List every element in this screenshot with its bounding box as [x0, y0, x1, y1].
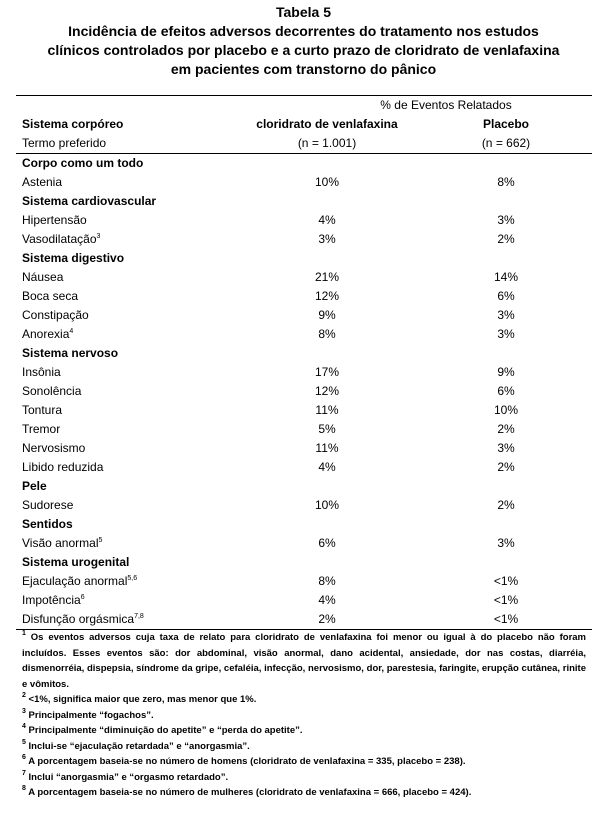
footnote: [16, 754, 592, 770]
placebo-percent: 14%: [493, 270, 519, 284]
placebo-percent: 10%: [493, 403, 519, 417]
drug-percent: 10%: [314, 175, 340, 189]
row-label-text: Hipertensão: [22, 213, 87, 227]
table-row: [16, 211, 592, 230]
row-label-text: Disfunção orgásmica: [22, 612, 135, 626]
term-label: [22, 365, 61, 379]
footnote-text: Inclui “anorgasmia” e “orgasmo retardado”.: [25, 771, 229, 783]
header-row: [16, 115, 592, 134]
table-row: [16, 325, 592, 344]
row-label-text: Sudorese: [22, 498, 74, 512]
row-label-text: Anorexia: [22, 327, 70, 341]
table-row: [16, 439, 592, 458]
table-row: [16, 591, 592, 610]
table-row: [16, 572, 592, 591]
footnote-text: Inclui-se “ejaculação retardada” e “anorgasmia”.: [25, 740, 250, 752]
row-label-text: Visão anormal: [22, 536, 99, 550]
section-row: [16, 477, 592, 496]
row-label-text: Sonolência: [22, 384, 82, 398]
term-label: [22, 308, 89, 322]
footnote: [16, 708, 592, 724]
placebo-percent: 3%: [497, 308, 515, 322]
row-label-text: Sistema digestivo: [22, 251, 125, 265]
footnote-ref: 4: [69, 328, 74, 335]
placebo-percent: 6%: [497, 289, 515, 303]
table-caption-line-2: clínicos controlados por placebo e a curto prazo de cloridrato de venlafaxina: [47, 42, 560, 58]
placebo-percent: 2%: [497, 498, 515, 512]
table-row: [16, 401, 592, 420]
footnote-text: Principalmente “fogachos”.: [25, 709, 154, 721]
footnote-text: Os eventos adversos cuja taxa de relato para cloridrato de venlafaxina foi menor ou igual à do placebo não foram incluídos. Esses eventos são: dor abdominal, visão anormal, dano acidental, ansiedade, dor nas costas, diarréia, dismenorréia, dispepsia, síndrome da gripe, cefaléia, infecção, nervosismo, dor, parestesia, faringite, erupção cutânea, rinite e vômitos.: [22, 632, 586, 690]
adverse-events-table: [16, 95, 592, 630]
row-label-text: Impotência: [22, 593, 81, 607]
footnote-text: <1%, significa maior que zero, mas menor que 1%.: [25, 694, 257, 705]
term-label: [22, 213, 87, 227]
footnote-number: 4: [22, 723, 26, 730]
row-label-text: Sentidos: [22, 517, 73, 531]
row-label-text: Ejaculação anormal: [22, 574, 128, 588]
header-col-system: Sistema corpóreo: [22, 117, 124, 131]
footnote-number: 5: [22, 738, 26, 746]
placebo-percent: 2%: [497, 460, 515, 474]
term-label: [22, 593, 85, 607]
footnote-number: 1: [22, 630, 26, 637]
footnote: [16, 723, 592, 739]
term-label: [22, 289, 78, 303]
section-row: [16, 515, 592, 534]
table-row: [16, 363, 592, 382]
section-label: [22, 346, 118, 360]
row-label-text: Sistema cardiovascular: [22, 194, 157, 208]
footnotes: [16, 630, 592, 801]
section-label: [22, 479, 47, 493]
drug-percent: 8%: [318, 574, 336, 588]
placebo-percent: 2%: [497, 422, 515, 436]
section-label: [22, 517, 73, 531]
row-label-text: Tremor: [22, 422, 61, 436]
drug-percent: 11%: [315, 403, 339, 417]
drug-percent: 3%: [318, 232, 336, 246]
placebo-percent: 6%: [497, 384, 515, 398]
term-label: [22, 498, 73, 512]
drug-percent: 12%: [314, 289, 340, 303]
section-label: [22, 555, 129, 569]
placebo-percent: 3%: [497, 213, 515, 227]
drug-percent: 8%: [318, 327, 336, 341]
drug-percent: 4%: [318, 213, 336, 227]
row-label-text: Sistema urogenital: [22, 555, 130, 569]
table-row: [16, 382, 592, 401]
table-row: [16, 230, 592, 249]
drug-percent: 17%: [314, 365, 340, 379]
table-number: Tabela 5: [276, 4, 331, 20]
section-label: [22, 156, 143, 170]
table-body: [16, 154, 592, 629]
drug-percent: 10%: [314, 498, 340, 512]
placebo-percent: 3%: [497, 536, 515, 550]
table-row: [16, 496, 592, 515]
placebo-percent: 2%: [497, 232, 515, 246]
footnote-text: Principalmente “diminuição do apetite” e “perda do apetite”.: [25, 725, 303, 736]
header-sub-term: Termo preferido: [22, 136, 107, 150]
section-row: [16, 553, 592, 572]
row-label-text: Sistema nervoso: [22, 346, 119, 360]
header-col-drug: cloridrato de venlafaxina: [256, 117, 398, 131]
drug-percent: 4%: [318, 460, 336, 474]
header-sub-row: [16, 134, 592, 153]
row-label-text: Náusea: [22, 270, 64, 284]
footnote: [16, 785, 592, 801]
drug-percent: 21%: [314, 270, 340, 284]
table-row: [16, 534, 592, 553]
row-label-text: Constipação: [22, 308, 89, 322]
drug-percent: 12%: [314, 384, 340, 398]
placebo-percent: 9%: [497, 365, 515, 379]
section-label: [22, 194, 156, 208]
footnote: [16, 630, 592, 692]
row-label-text: Astenia: [22, 175, 63, 189]
footnote-number: 2: [22, 692, 26, 699]
term-label: [22, 574, 137, 588]
table-row: [16, 610, 592, 629]
term-label: [22, 175, 62, 189]
section-row: [16, 154, 592, 173]
row-label-text: Nervosismo: [22, 441, 86, 455]
table-row: [16, 173, 592, 192]
table-row: [16, 287, 592, 306]
term-label: [22, 232, 100, 246]
table-caption-line-3: em pacientes com transtorno do pânico: [170, 61, 437, 77]
term-label: [22, 327, 73, 341]
term-label: [22, 536, 102, 550]
term-label: [22, 270, 63, 284]
term-label: [22, 403, 62, 417]
table-title-block: [0, 3, 607, 79]
footnote: [16, 692, 592, 708]
footnote-number: 3: [22, 707, 26, 715]
drug-percent: 11%: [315, 441, 339, 455]
row-label-text: Corpo como um todo: [22, 156, 144, 170]
placebo-percent: <1%: [493, 574, 519, 588]
placebo-percent: <1%: [493, 593, 519, 607]
term-label: [22, 441, 85, 455]
header-col-placebo: Placebo: [482, 117, 530, 131]
section-row: [16, 192, 592, 211]
footnote-number: 8: [22, 785, 26, 792]
row-label-text: Vasodilatação: [22, 232, 97, 246]
table-row: [16, 268, 592, 287]
section-label: [22, 251, 124, 265]
header-group-label: % de Eventos Relatados: [380, 98, 512, 112]
header-group-row: [16, 96, 592, 115]
footnote-number: 7: [22, 769, 26, 777]
section-row: [16, 249, 592, 268]
row-label-text: Insônia: [22, 365, 61, 379]
term-label: [22, 460, 103, 474]
term-label: [22, 422, 60, 436]
term-label: [22, 612, 144, 626]
row-label-text: Pele: [22, 479, 47, 493]
placebo-percent: 8%: [497, 175, 515, 189]
drug-percent: 4%: [318, 593, 336, 607]
table-row: [16, 420, 592, 439]
footnote-ref: 3: [96, 233, 101, 240]
section-row: [16, 344, 592, 363]
placebo-percent: 3%: [497, 327, 515, 341]
drug-percent: 6%: [318, 536, 336, 550]
drug-percent: 5%: [318, 422, 336, 436]
footnote-ref: 5,6: [127, 575, 138, 582]
footnote-number: 6: [22, 754, 26, 761]
row-label-text: Tontura: [22, 403, 63, 417]
footnote: [16, 739, 592, 755]
drug-percent: 2%: [318, 612, 336, 626]
footnote: [16, 770, 592, 786]
footnote-ref: 6: [80, 594, 85, 601]
table-row: [16, 306, 592, 325]
header-sub-drug-n: (n = 1.001): [297, 136, 357, 150]
placebo-percent: <1%: [493, 612, 519, 626]
footnote-text: A porcentagem baseia-se no número de mulheres (cloridrato de venlafaxina = 666, placebo = 424).: [25, 787, 472, 798]
row-label-text: Libido reduzida: [22, 460, 104, 474]
table-row: [16, 458, 592, 477]
table-caption-line-1: Incidência de efeitos adversos decorrentes do tratamento nos estudos: [68, 23, 539, 39]
term-label: [22, 384, 81, 398]
footnote-ref: 7,8: [134, 613, 144, 620]
placebo-percent: 3%: [497, 441, 515, 455]
footnote-ref: 5: [98, 537, 103, 544]
header-sub-placebo-n: (n = 662): [481, 136, 531, 150]
row-label-text: Boca seca: [22, 289, 79, 303]
footnote-text: A porcentagem baseia-se no número de homens (cloridrato de venlafaxina = 335, placebo = 238).: [25, 756, 466, 767]
drug-percent: 9%: [318, 308, 336, 322]
